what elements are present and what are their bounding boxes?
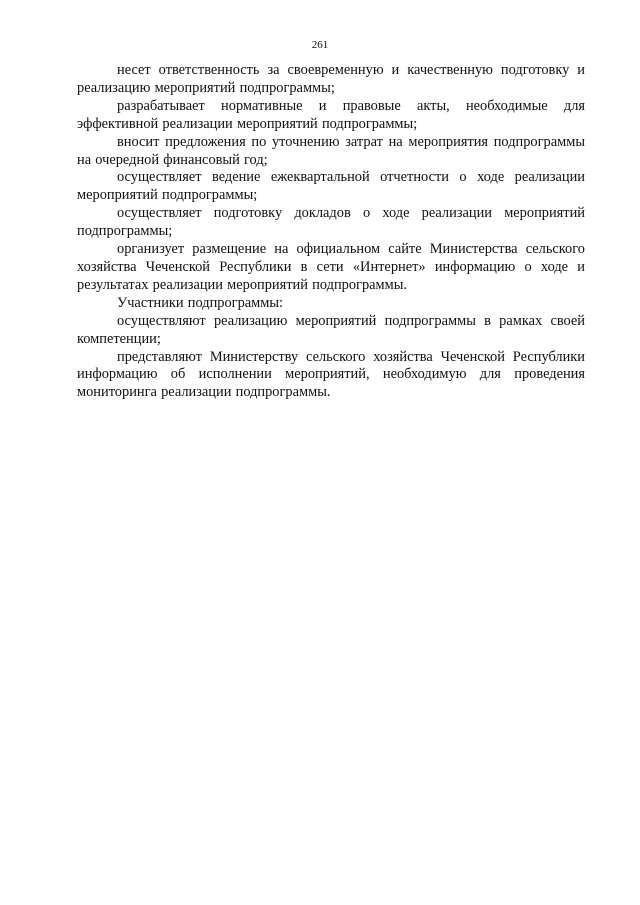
paragraph-participants-report: представляют Министерству сельского хозяйства Чеченской Республики информацию об исполнении мероприятий, необходимую для проведения мониторинга реализации подпрограммы. [77,348,585,401]
paragraph-develops-acts: разрабатывает нормативные и правовые акты, необходимые для эффективной реализации мероприятий подпрограммы; [77,97,585,132]
paragraph-reports-preparation: осуществляет подготовку докладов о ходе реализации мероприятий подпрограммы; [77,205,585,240]
paragraph-cost-proposals: вносит предложения по уточнению затрат на мероприятия подпрограммы на очередной финансовый год; [77,133,585,168]
paragraph-participants-heading: Участники подпрограммы: [117,294,284,311]
document-body [77,62,585,402]
paragraph-quarterly-reporting: осуществляет ведение ежеквартальной отчетности о ходе реализации мероприятий подпрограммы; [77,169,585,204]
page-number: 261 [311,39,329,51]
paragraph-participants-implement: осуществляют реализацию мероприятий подпрограммы в рамках своей компетенции; [77,312,585,347]
paragraph-website-publication: организует размещение на официальном сайте Министерства сельского хозяйства Чеченской Республики в сети «Интернет» информацию о ходе и результатах реализации мероприятий подпрограммы. [77,241,585,293]
paragraph-responsibility: несет ответственность за своевременную и качественную подготовку и реализацию мероприятий подпрограммы; [77,62,585,96]
